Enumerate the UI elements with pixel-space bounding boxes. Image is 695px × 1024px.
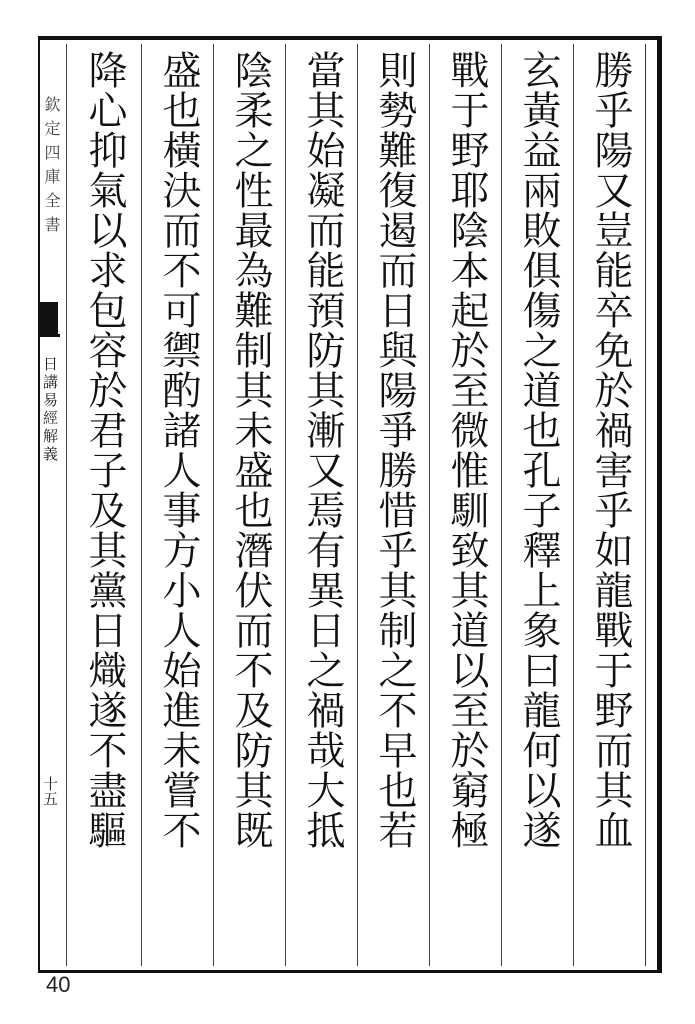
text-column-7 <box>146 50 210 960</box>
frame-top-border <box>38 36 662 40</box>
column-text: 降心抑氣以求包容於君子及其黨日熾遂不盡驅 <box>82 50 127 850</box>
column-rule <box>429 44 430 966</box>
margin-book-title: 日講易經解義 <box>41 356 59 464</box>
text-column-5 <box>290 50 354 960</box>
column-rule <box>213 44 214 966</box>
column-text: 戰于野耶陰本起於至微惟馴致其道以至於窮極 <box>444 50 489 850</box>
page-number: 40 <box>46 972 71 997</box>
text-column-6 <box>218 50 282 960</box>
column-text: 當其始凝而能預防其漸又焉有異日之禍哉大抵 <box>300 50 345 850</box>
column-text: 勝乎陽又豈能卒免於禍害乎如龍戰于野而其血 <box>588 50 633 850</box>
column-text: 則勢難復遏而日與陽爭勝惜乎其制之不早也若 <box>372 50 417 850</box>
page-margin-strip <box>40 40 62 970</box>
frame-right-border <box>657 36 662 972</box>
text-column-2 <box>506 50 570 960</box>
fish-tail-mark-base <box>40 334 60 337</box>
text-column-3 <box>434 50 498 960</box>
frame-bottom-border <box>38 970 662 973</box>
column-rule <box>66 44 67 966</box>
inner-right-rule <box>645 44 646 966</box>
column-rule <box>573 44 574 966</box>
fish-tail-mark <box>40 302 58 336</box>
text-column-8 <box>72 50 136 960</box>
column-text: 盛也橫決而不可禦酌諸人事方小人始進未嘗不 <box>156 50 201 850</box>
margin-header-text: 欽定四庫全書 <box>42 96 61 240</box>
text-column-4 <box>362 50 426 960</box>
column-text: 玄黃益兩敗俱傷之道也孔子釋上象曰龍何以遂 <box>516 50 561 850</box>
text-column-1 <box>578 50 642 960</box>
margin-folio-number: 十五 <box>41 776 59 806</box>
column-rule <box>357 44 358 966</box>
column-rule <box>285 44 286 966</box>
column-text: 陰柔之性最為難制其未盛也潛伏而不及防其既 <box>228 50 273 850</box>
column-rule <box>501 44 502 966</box>
column-rule <box>141 44 142 966</box>
